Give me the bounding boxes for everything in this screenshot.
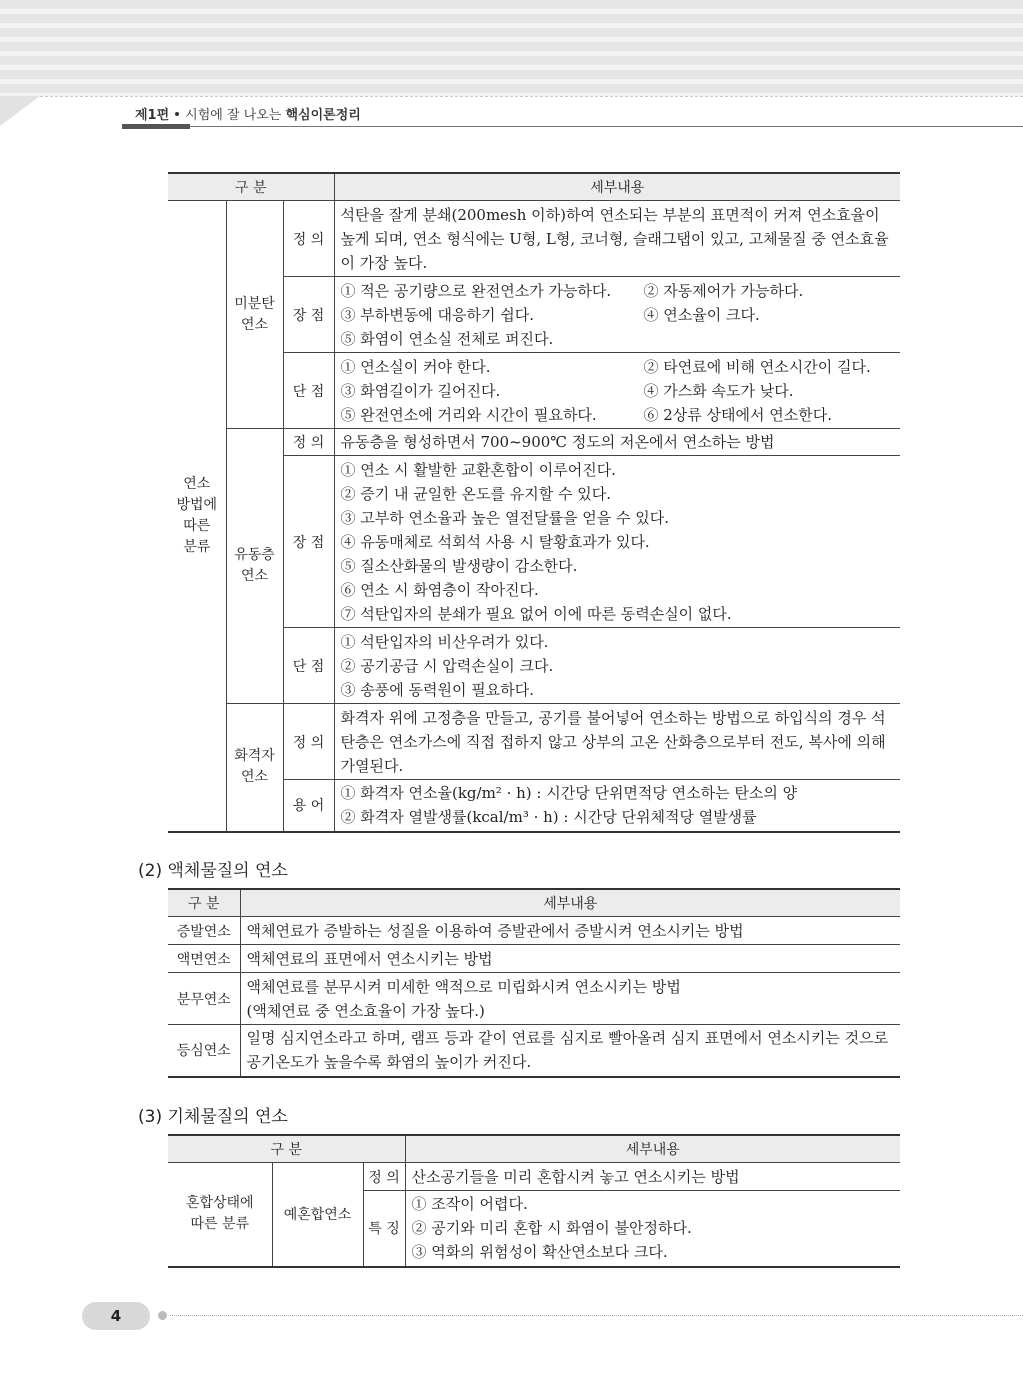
row-text: 액체연료의 표면에서 연소시키는 방법	[240, 945, 900, 973]
header-accent-bar	[122, 124, 190, 129]
list-item: ④ 유동매체로 석회석 사용 시 탈황효과가 있다.	[340, 532, 650, 551]
list-item: ① 석탄입자의 비산우려가 있다.	[340, 632, 549, 651]
grate-def-text: 화격자 위에 고정층을 만들고, 공기를 불어넣어 연소하는 방법으로 하입식의 경우 석탄층은 연소가스에 직접 접하지 않고 상부의 고온 산화층으로부터 전도, 복사에 의해 가열된다.	[334, 704, 900, 780]
group-label: 혼합상태에 따른 분류	[168, 1163, 272, 1267]
col-header-category: 구 분	[168, 173, 334, 201]
list-item-text: ③ 부하변동에 대응하기 쉽다.	[340, 305, 534, 324]
list-item: ③ 송풍에 동력원이 필요하다.	[340, 680, 534, 699]
row-label: 증발연소	[168, 917, 240, 945]
list-item	[341, 327, 895, 351]
grate-label: 화격자 연소	[226, 704, 283, 832]
list-item: ⑦ 석탄입자의 분쇄가 필요 없어 이에 따른 동력손실이 없다.	[340, 604, 732, 623]
list-item-text: ⑤ 완전연소에 거리와 시간이 필요하다.	[340, 405, 597, 424]
premixed-def-label: 정 의	[363, 1163, 405, 1191]
pulverized-def-text: 석탄을 잘게 분쇄(200mesh 이하)하여 연소되는 부분의 표면적이 커져 연소효율이 높게 되며, 연소 형식에는 U형, L형, 코너형, 슬래그탭이 있고, 고체물질 중 연소효율이 가장 높다.	[334, 201, 900, 277]
list-item-text: ① 적은 공기량으로 완전연소가 가능하다.	[340, 281, 612, 300]
subtitle-bold: 핵심이론정리	[285, 108, 361, 123]
premixed-def-text: 산소공기들을 미리 혼합시켜 놓고 연소시키는 방법	[405, 1163, 900, 1191]
list-item	[341, 303, 895, 327]
list-item-text: ④ 가스화 속도가 낮다.	[643, 381, 794, 400]
col-header-category: 구 분	[168, 1135, 405, 1163]
header-rule	[190, 126, 1023, 127]
bullet-icon	[175, 112, 179, 116]
page-number: 4	[82, 1302, 150, 1330]
fluidized-adv-label: 장 점	[283, 456, 334, 628]
fluidized-adv-list	[334, 456, 900, 628]
fluidized-label: 유동층 연소	[226, 429, 283, 704]
header-wedge	[0, 96, 40, 126]
pulverized-adv-label: 장 점	[283, 277, 334, 353]
premixed-feat-label: 특 징	[363, 1191, 405, 1267]
premixed-feat-list	[405, 1191, 900, 1267]
list-item: ⑤ 질소산화물의 발생량이 감소한다.	[340, 556, 578, 575]
list-item: ② 화격자 열발생률(kcal/m³ · h) : 시간당 단위체적당 열발생률	[340, 808, 757, 827]
footer-dot	[158, 1311, 167, 1320]
header-divider	[0, 96, 1023, 97]
header-band	[0, 0, 1023, 96]
grate-def-label: 정 의	[283, 704, 334, 780]
footer-rule	[170, 1315, 1023, 1316]
list-item	[341, 279, 895, 303]
list-item: ③ 역화의 위험성이 확산연소보다 크다.	[411, 1243, 668, 1262]
grate-term-label: 용 어	[283, 780, 334, 832]
pulverized-adv-list	[334, 277, 900, 353]
list-item	[341, 379, 895, 403]
row-label: 액면연소	[168, 945, 240, 973]
fluidized-dis-list	[334, 628, 900, 704]
list-item: ① 조작이 어렵다.	[411, 1195, 528, 1214]
solid-combustion-table	[168, 172, 900, 833]
list-item-text: ⑥ 2상류 상태에서 연소한다.	[643, 405, 833, 424]
fluidized-def-label: 정 의	[283, 429, 334, 456]
row-text	[240, 973, 900, 1025]
fluidized-dis-label: 단 점	[283, 628, 334, 704]
list-item: ② 공기공급 시 압력손실이 크다.	[340, 656, 554, 675]
list-item-text: ③ 화염길이가 길어진다.	[340, 381, 501, 400]
pulverized-dis-label: 단 점	[283, 353, 334, 429]
premixed-label: 예혼합연소	[272, 1163, 363, 1267]
list-item	[341, 355, 895, 379]
grate-term-list	[334, 780, 900, 832]
col-header-details: 세부내용	[334, 173, 900, 201]
list-item: ① 화격자 연소율(kg/m² · h) : 시간당 단위면적당 연소하는 탄소의 양	[340, 784, 798, 803]
row-label: 분무연소	[168, 973, 240, 1025]
col-header-details: 세부내용	[405, 1135, 900, 1163]
list-item: ① 연소 시 활발한 교환혼합이 이루어진다.	[340, 460, 616, 479]
list-item-text: ② 타연료에 비해 연소시간이 길다.	[643, 357, 871, 376]
list-item-text: ① 연소실이 커야 한다.	[340, 357, 491, 376]
row-text: 액체연료가 증발하는 성질을 이용하여 증발관에서 증발시켜 연소시키는 방법	[240, 917, 900, 945]
list-item-text: ④ 연소율이 크다.	[643, 305, 760, 324]
list-item: ③ 고부하 연소율과 높은 열전달률을 얻을 수 있다.	[340, 508, 669, 527]
row-line: (액체연료 중 연소효율이 가장 높다.)	[246, 1001, 485, 1020]
list-item: ⑥ 연소 시 화염층이 작아진다.	[340, 580, 539, 599]
list-item: ② 공기와 미리 혼합 시 화염이 불안정하다.	[411, 1219, 692, 1238]
fluidized-def-text: 유동층을 형성하면서 700~900℃ 정도의 저온에서 연소하는 방법	[334, 429, 900, 456]
list-item: ② 증기 내 균일한 온도를 유지할 수 있다.	[340, 484, 611, 503]
section-3-title: (3) 기체물질의 연소	[138, 1107, 288, 1127]
row-line: 액체연료를 분무시켜 미세한 액적으로 미립화시켜 연소시키는 방법	[246, 977, 681, 996]
subtitle-prefix: 시험에 잘 나오는	[185, 108, 282, 123]
pulverized-def-label: 정 의	[283, 201, 334, 277]
liquid-combustion-table	[168, 888, 900, 1078]
running-header	[135, 104, 361, 123]
col-header-details: 세부내용	[240, 889, 900, 917]
row-text: 일명 심지연소라고 하며, 램프 등과 같이 연료를 심지로 빨아올려 심지 표면에서 연소시키는 것으로 공기온도가 높을수록 화염의 높이가 커진다.	[240, 1025, 900, 1077]
list-item	[341, 403, 895, 427]
list-item-text: ⑤ 화염이 연소실 전체로 퍼진다.	[340, 329, 554, 348]
part-label: 제1편	[135, 108, 170, 123]
pulverized-label: 미분탄 연소	[226, 201, 283, 429]
row-label: 등심연소	[168, 1025, 240, 1077]
col-header-category: 구 분	[168, 889, 240, 917]
gas-combustion-table	[168, 1134, 900, 1268]
section-2-title: (2) 액체물질의 연소	[138, 861, 288, 881]
group-label: 연소 방법에 따른 분류	[168, 201, 226, 832]
pulverized-dis-list	[334, 353, 900, 429]
list-item-text: ② 자동제어가 가능하다.	[643, 281, 804, 300]
